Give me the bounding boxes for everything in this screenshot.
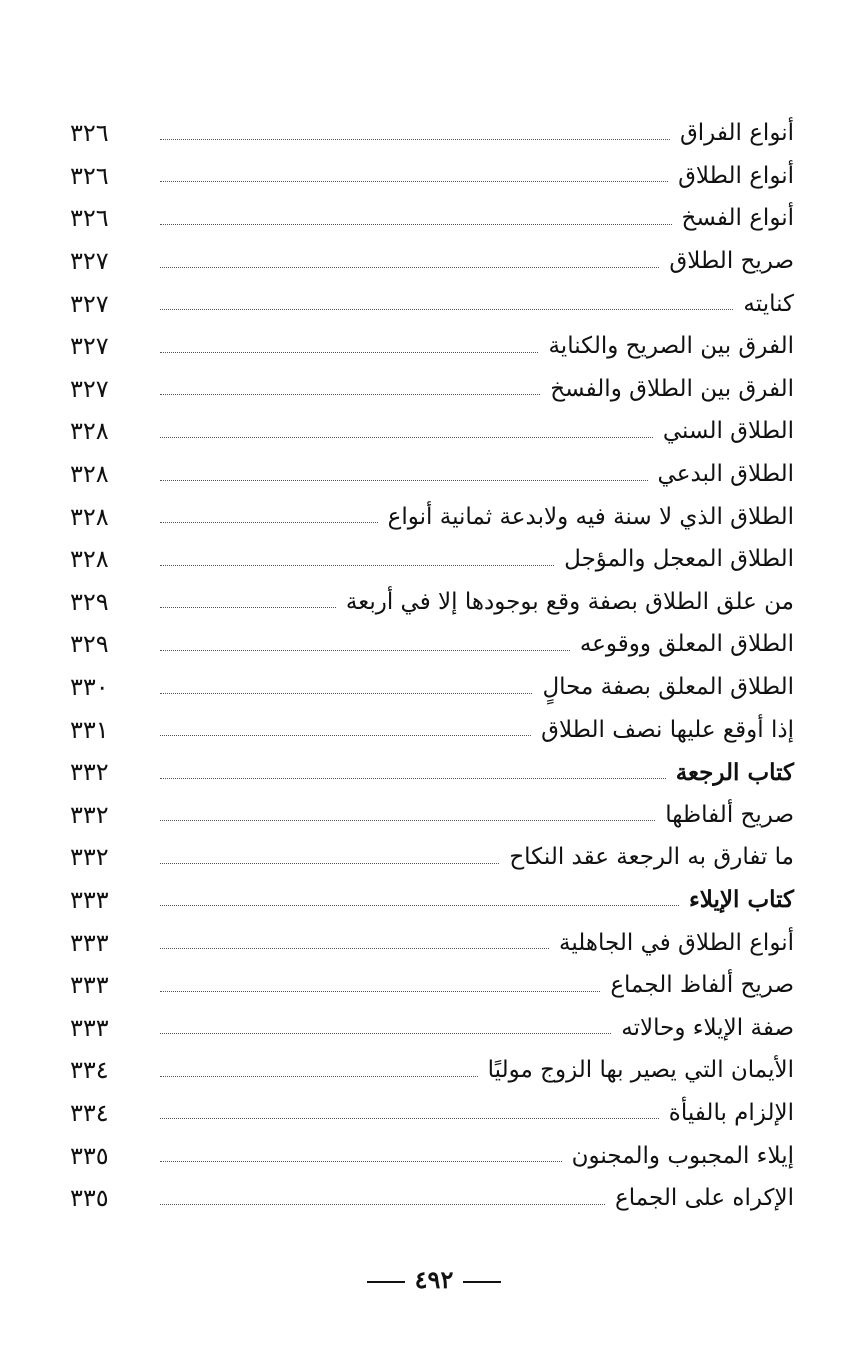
toc-entry-title: أنواع الطلاق في الجاهلية <box>559 929 794 956</box>
toc-entry-page: ٣٢٦ <box>70 161 109 190</box>
toc-entry <box>70 836 794 879</box>
toc-chapter-heading <box>70 751 794 794</box>
toc-entry-title: الطلاق المعلق ووقوعه <box>579 631 794 658</box>
toc-entry <box>70 453 794 496</box>
toc-entry-title: إيلاء المجبوب والمجنون <box>571 1142 794 1169</box>
toc-entry-page: ٣٣٢ <box>70 800 109 829</box>
toc-entry <box>70 197 794 240</box>
toc-chapter-heading <box>70 879 794 922</box>
toc-entry-title: الفرق بين الصريح والكناية <box>548 333 794 360</box>
toc-entry-page: ٣٣٢ <box>70 758 109 787</box>
toc-entry-page: ٣٢٧ <box>70 247 109 276</box>
toc-entry-title: الطلاق السني <box>662 418 794 445</box>
dot-leader <box>160 693 532 694</box>
toc-entry-page: ٣٣٣ <box>70 928 109 957</box>
toc-entry <box>70 368 794 411</box>
dot-leader <box>160 352 538 353</box>
toc-entry <box>70 794 794 837</box>
dot-leader <box>160 1161 562 1162</box>
toc-entry-title: كتاب الإيلاء <box>688 886 794 914</box>
toc-entry-title: الأيمان التي يصير بها الزوج موليًا <box>487 1057 794 1084</box>
toc-entry-title: الإكراه على الجماع <box>615 1185 794 1212</box>
dot-leader <box>160 650 570 651</box>
toc-entry <box>70 921 794 964</box>
toc-entry-page: ٣٣٢ <box>70 843 109 872</box>
toc-entry-page: ٣٣٤ <box>70 1056 109 1085</box>
toc-entry <box>70 240 794 283</box>
toc-entry-page: ٣٣٣ <box>70 971 109 1000</box>
toc-entry <box>70 1049 794 1092</box>
toc-entry <box>70 282 794 325</box>
toc-entry-page: ٣٢٩ <box>70 587 109 616</box>
footer-page-number: ٤٩٢ <box>414 1265 454 1294</box>
toc-entry-page: ٣٢٧ <box>70 289 109 318</box>
toc-entry <box>70 1092 794 1135</box>
toc-entry <box>70 410 794 453</box>
dot-leader <box>160 394 540 395</box>
toc-entry-title: صفة الإيلاء وحالاته <box>621 1014 794 1041</box>
toc-entry-title: ما تفارق به الرجعة عقد النكاح <box>509 844 794 871</box>
toc-entry-title: الإلزام بالفيأة <box>668 1099 794 1126</box>
toc-entry-title: كنايته <box>743 290 794 317</box>
toc-entry-title: الطلاق المعجل والمؤجل <box>564 546 794 573</box>
dot-leader <box>160 267 659 268</box>
table-of-contents <box>70 112 794 1219</box>
footer-dash-left <box>367 1281 405 1283</box>
dot-leader <box>160 1118 659 1119</box>
dot-leader <box>160 309 733 310</box>
toc-entry <box>70 581 794 624</box>
dot-leader <box>160 863 499 864</box>
toc-entry-page: ٣٢٧ <box>70 374 109 403</box>
dot-leader <box>160 778 666 779</box>
dot-leader <box>160 820 655 821</box>
toc-entry-page: ٣٢٨ <box>70 460 109 489</box>
toc-entry <box>70 155 794 198</box>
toc-entry-page: ٣٣٣ <box>70 885 109 914</box>
toc-entry-title: صريح الطلاق <box>669 248 794 275</box>
toc-entry <box>70 964 794 1007</box>
dot-leader <box>160 565 554 566</box>
toc-entry-title: صريح ألفاظها <box>665 801 794 828</box>
toc-entry-page: ٣٢٨ <box>70 502 109 531</box>
dot-leader <box>160 224 672 225</box>
dot-leader <box>160 948 549 949</box>
toc-entry-page: ٣٢٩ <box>70 630 109 659</box>
dot-leader <box>160 991 600 992</box>
toc-entry-page: ٣٢٨ <box>70 545 109 574</box>
dot-leader <box>160 607 336 608</box>
dot-leader <box>160 735 531 736</box>
toc-entry <box>70 1134 794 1177</box>
toc-entry-title: الطلاق الذي لا سنة فيه ولابدعة ثمانية أنواع <box>387 503 794 530</box>
dot-leader <box>160 437 653 438</box>
toc-entry-page: ٣٣٣ <box>70 1013 109 1042</box>
page-footer <box>0 1265 868 1294</box>
toc-entry <box>70 325 794 368</box>
dot-leader <box>160 139 670 140</box>
toc-entry-page: ٣٣٥ <box>70 1184 109 1213</box>
toc-entry-title: أنواع الفراق <box>679 120 794 147</box>
footer-dash-right <box>463 1281 501 1283</box>
dot-leader <box>160 480 648 481</box>
toc-entry <box>70 112 794 155</box>
toc-entry-page: ٣٢٦ <box>70 204 109 233</box>
dot-leader <box>160 522 378 523</box>
toc-entry <box>70 1177 794 1220</box>
toc-entry-title: الطلاق المعلق بصفة محالٍ <box>542 674 794 701</box>
dot-leader <box>160 1204 605 1205</box>
dot-leader <box>160 1076 478 1077</box>
dot-leader <box>160 181 668 182</box>
toc-entry <box>70 623 794 666</box>
toc-entry-page: ٣٣٥ <box>70 1141 109 1170</box>
toc-entry-page: ٣٣١ <box>70 715 109 744</box>
toc-entry-page: ٣٢٦ <box>70 119 109 148</box>
toc-entry-page: ٣٣٠ <box>70 673 109 702</box>
toc-entry <box>70 1006 794 1049</box>
toc-entry-title: كتاب الرجعة <box>675 758 794 786</box>
toc-entry-title: إذا أوقع عليها نصف الطلاق <box>541 716 794 743</box>
toc-entry <box>70 708 794 751</box>
toc-entry-title: أنواع الطلاق <box>678 162 794 189</box>
toc-entry-title: من علق الطلاق بصفة وقع بوجودها إلا في أربعة <box>345 588 794 615</box>
toc-entry-title: الطلاق البدعي <box>657 461 794 488</box>
toc-entry <box>70 666 794 709</box>
dot-leader <box>160 1033 611 1034</box>
dot-leader <box>160 905 679 906</box>
toc-entry <box>70 538 794 581</box>
toc-entry <box>70 495 794 538</box>
toc-entry-page: ٣٢٨ <box>70 417 109 446</box>
toc-entry-title: الفرق بين الطلاق والفسخ <box>550 375 794 402</box>
toc-entry-page: ٣٢٧ <box>70 332 109 361</box>
toc-entry-page: ٣٣٤ <box>70 1098 109 1127</box>
toc-entry-title: أنواع الفسخ <box>681 205 794 232</box>
toc-entry-title: صريح ألفاظ الجماع <box>610 972 794 999</box>
